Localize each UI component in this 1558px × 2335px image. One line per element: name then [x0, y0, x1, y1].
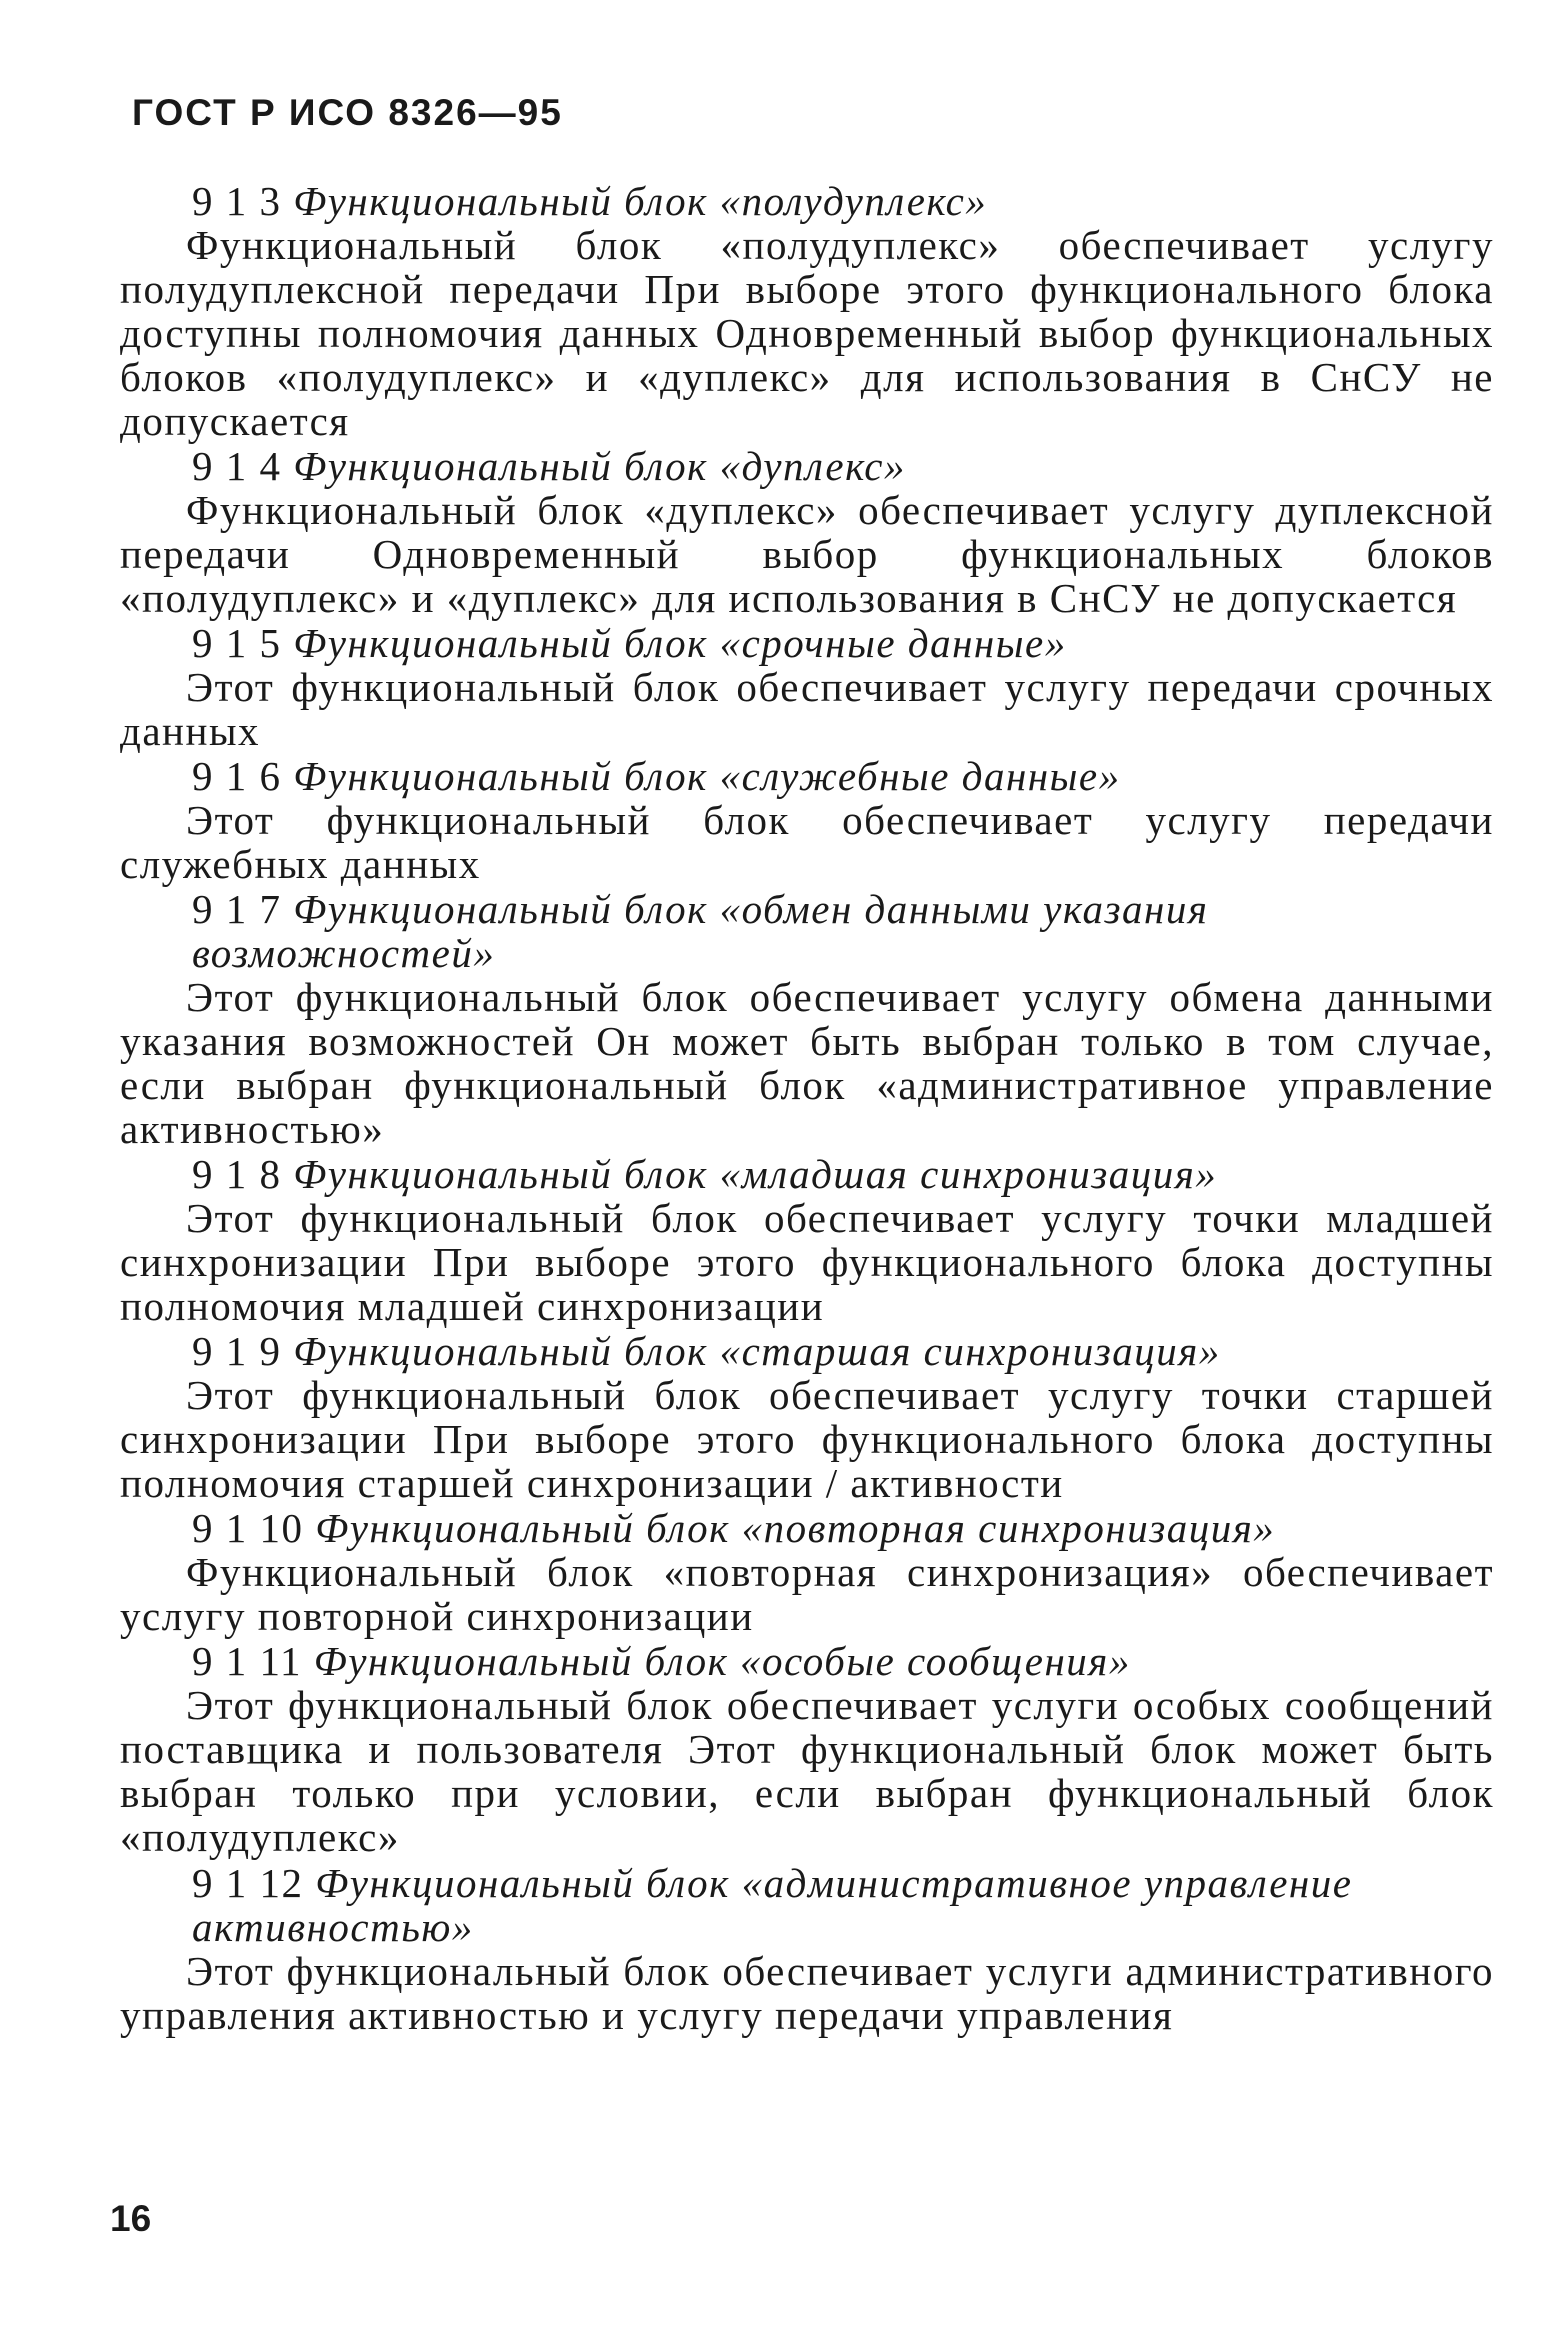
section-heading-9111: [120, 1639, 1494, 1683]
section-title: Функциональный блок «старшая синхронизация»: [293, 1328, 1221, 1374]
section-title: Функциональный блок «повторная синхронизация»: [315, 1505, 1276, 1551]
section-heading-917: [120, 887, 1494, 975]
section-heading-913: [120, 179, 1494, 223]
section-paragraph-919: Этот функциональный блок обеспечивает услугу точки старшей синхронизации При выборе этого функционального блока доступны полномочия старшей синхронизации / активности: [120, 1372, 1494, 1506]
section-title: Функциональный блок «особые сообщения»: [313, 1638, 1131, 1684]
section-number: 9 1 6: [192, 753, 282, 799]
section-heading-9112: [120, 1861, 1494, 1949]
section-paragraph-916: Этот функциональный блок обеспечивает услугу передачи служебных данных: [120, 797, 1494, 887]
section-number: 9 1 12: [192, 1860, 304, 1906]
section-title: Функциональный блок «обмен данными указания возможностей»: [192, 886, 1209, 976]
section-number: 9 1 8: [192, 1151, 282, 1197]
section-paragraph-915: Этот функциональный блок обеспечивает услугу передачи срочных данных: [120, 664, 1494, 754]
section-paragraph-914: Функциональный блок «дуплекс» обеспечивает услугу дуплексной передачи Одновременный выбор функциональных блоков «полудуплекс» и «дуплекс» для использования в СнСУ не допускается: [120, 487, 1494, 621]
section-title: Функциональный блок «административное управление активностью»: [192, 1860, 1353, 1950]
section-number: 9 1 10: [192, 1505, 304, 1551]
section-paragraph-913: Функциональный блок «полудуплекс» обеспечивает услугу полудуплексной передачи При выборе этого функционального блока доступны полномочия данных Одновременный выбор функциональных блоков «полудуплекс» и «дуплекс» для использования в СнСУ не допускается: [120, 222, 1494, 444]
section-title: Функциональный блок «дуплекс»: [293, 443, 906, 489]
section-number: 9 1 3: [192, 178, 282, 224]
section-number: 9 1 4: [192, 443, 282, 489]
section-title: Функциональный блок «младшая синхронизация»: [293, 1151, 1218, 1197]
section-paragraph-9110: Функциональный блок «повторная синхронизация» обеспечивает услугу повторной синхронизации: [120, 1549, 1494, 1639]
section-paragraph-918: Этот функциональный блок обеспечивает услугу точки младшей синхронизации При выборе этого функционального блока доступны полномочия младшей синхронизации: [120, 1195, 1494, 1329]
section-number: 9 1 5: [192, 620, 282, 666]
page-number: 16: [110, 2198, 152, 2239]
section-number: 9 1 9: [192, 1328, 282, 1374]
section-paragraph-917: Этот функциональный блок обеспечивает услугу обмена данными указания возможностей Он может быть выбран только в том случае, если выбран функциональный блок «административное управление активностью»: [120, 974, 1494, 1152]
section-heading-916: [120, 754, 1494, 798]
section-heading-915: [120, 621, 1494, 665]
document-body: [120, 178, 1494, 2037]
section-title: Функциональный блок «срочные данные»: [293, 620, 1067, 666]
section-heading-914: [120, 444, 1494, 488]
section-number: 9 1 11: [192, 1638, 302, 1684]
section-paragraph-9111: Этот функциональный блок обеспечивает услуги особых сообщений поставщика и пользователя Этот функциональный блок может быть выбран только при условии, если выбран функциональный блок «полудуплекс»: [120, 1682, 1494, 1860]
section-paragraph-9112: Этот функциональный блок обеспечивает услуги административного управления активностью и услугу передачи управления: [120, 1948, 1494, 2038]
document-code-header: ГОСТ Р ИСО 8326—95: [132, 92, 563, 133]
section-heading-9110: [120, 1506, 1494, 1550]
section-heading-919: [120, 1329, 1494, 1373]
section-title: Функциональный блок «полудуплекс»: [293, 178, 988, 224]
section-title: Функциональный блок «служебные данные»: [293, 753, 1121, 799]
section-number: 9 1 7: [192, 886, 282, 932]
section-heading-918: [120, 1152, 1494, 1196]
